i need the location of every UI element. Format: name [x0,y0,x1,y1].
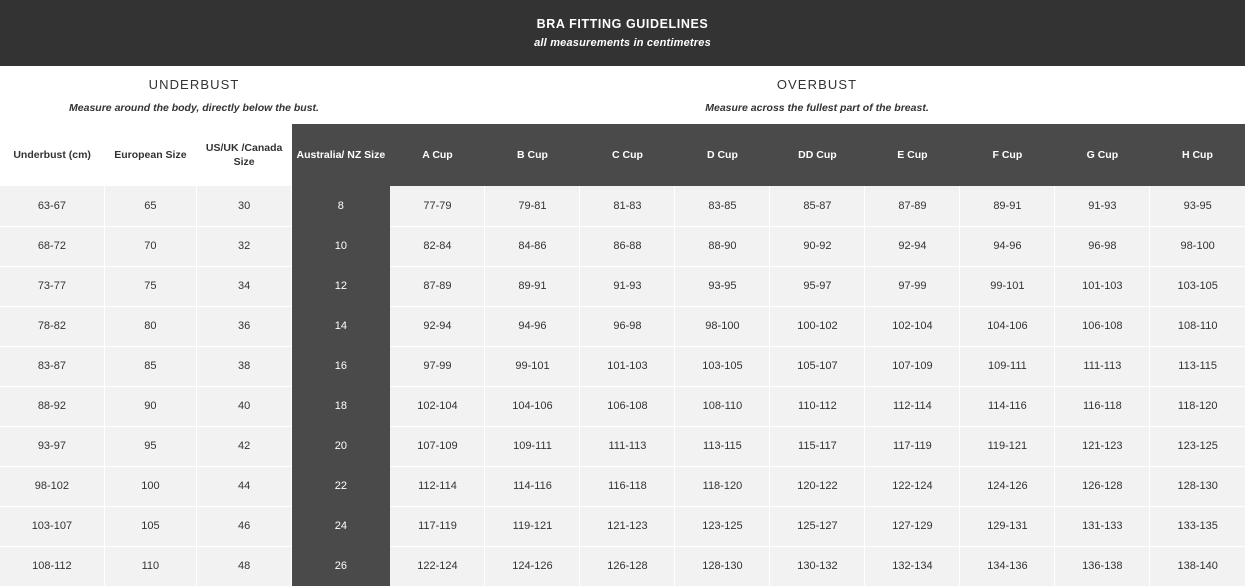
cell-dd-cup: 115-117 [770,426,865,466]
cell-australia-nz: 24 [292,506,390,546]
cell-e-cup: 87-89 [865,186,960,226]
cell-g-cup: 96-98 [1055,226,1150,266]
table-row [0,426,1245,466]
cell-e-cup: 132-134 [865,546,960,586]
cell-d-cup: 103-105 [675,346,770,386]
cell-h-cup: 128-130 [1150,466,1245,506]
cell-australia-nz: 20 [292,426,390,466]
cell-c-cup: 86-88 [580,226,675,266]
cell-european: 75 [104,266,196,306]
cell-h-cup: 108-110 [1150,306,1245,346]
cell-b-cup: 89-91 [485,266,580,306]
cell-g-cup: 111-113 [1055,346,1150,386]
cell-us-uk-canada: 42 [197,426,292,466]
column-header-d-cup: D Cup [675,124,770,186]
cell-b-cup: 124-126 [485,546,580,586]
cell-c-cup: 91-93 [580,266,675,306]
cell-g-cup: 136-138 [1055,546,1150,586]
underbust-section-heading [0,66,389,124]
cell-dd-cup: 95-97 [770,266,865,306]
cell-d-cup: 118-120 [675,466,770,506]
cell-c-cup: 111-113 [580,426,675,466]
cell-e-cup: 97-99 [865,266,960,306]
cell-f-cup: 94-96 [960,226,1055,266]
cell-us-uk-canada: 36 [197,306,292,346]
cell-dd-cup: 90-92 [770,226,865,266]
cell-b-cup: 119-121 [485,506,580,546]
column-header-f-cup: F Cup [960,124,1055,186]
cell-f-cup: 134-136 [960,546,1055,586]
cell-h-cup: 118-120 [1150,386,1245,426]
column-header-a-cup: A Cup [390,124,485,186]
table-row [0,266,1245,306]
cell-european: 95 [104,426,196,466]
cell-b-cup: 114-116 [485,466,580,506]
cell-dd-cup: 110-112 [770,386,865,426]
cell-dd-cup: 125-127 [770,506,865,546]
cell-a-cup: 97-99 [390,346,485,386]
cell-g-cup: 101-103 [1055,266,1150,306]
cell-f-cup: 99-101 [960,266,1055,306]
cell-f-cup: 124-126 [960,466,1055,506]
column-header-european: European Size [104,124,196,186]
column-header-dd-cup: DD Cup [770,124,865,186]
cell-australia-nz: 16 [292,346,390,386]
overbust-section-heading [389,66,1245,124]
table-row [0,186,1245,226]
cell-european: 110 [104,546,196,586]
cell-a-cup: 122-124 [390,546,485,586]
overbust-title: OVERBUST [776,76,858,92]
cell-us-uk-canada: 30 [197,186,292,226]
cell-underbust: 108-112 [0,546,104,586]
cell-b-cup: 104-106 [485,386,580,426]
cell-f-cup: 89-91 [960,186,1055,226]
cell-european: 70 [104,226,196,266]
table-row [0,466,1245,506]
cell-c-cup: 81-83 [580,186,675,226]
page-subtitle: all measurements in centimetres [534,37,711,49]
cell-underbust: 103-107 [0,506,104,546]
cell-dd-cup: 130-132 [770,546,865,586]
table-header-row [0,124,1245,186]
cell-g-cup: 131-133 [1055,506,1150,546]
cell-a-cup: 77-79 [390,186,485,226]
cell-us-uk-canada: 48 [197,546,292,586]
chart-header [0,0,1245,66]
column-header-b-cup: B Cup [485,124,580,186]
cell-dd-cup: 100-102 [770,306,865,346]
cell-e-cup: 107-109 [865,346,960,386]
cell-us-uk-canada: 40 [197,386,292,426]
cell-d-cup: 113-115 [675,426,770,466]
column-header-h-cup: H Cup [1150,124,1245,186]
cell-f-cup: 114-116 [960,386,1055,426]
cell-a-cup: 117-119 [390,506,485,546]
cell-h-cup: 103-105 [1150,266,1245,306]
cell-g-cup: 121-123 [1055,426,1150,466]
overbust-note: Measure across the fullest part of the breast. [705,101,929,114]
cell-h-cup: 98-100 [1150,226,1245,266]
cell-underbust: 88-92 [0,386,104,426]
cell-b-cup: 99-101 [485,346,580,386]
cell-us-uk-canada: 46 [197,506,292,546]
column-header-us-uk-canada: US/UK /Canada Size [197,124,292,186]
cell-b-cup: 109-111 [485,426,580,466]
cell-f-cup: 104-106 [960,306,1055,346]
cell-dd-cup: 85-87 [770,186,865,226]
cell-a-cup: 87-89 [390,266,485,306]
cell-d-cup: 88-90 [675,226,770,266]
column-header-australia-nz: Australia/ NZ Size [292,124,390,186]
cell-underbust: 93-97 [0,426,104,466]
cell-european: 85 [104,346,196,386]
cell-australia-nz: 14 [292,306,390,346]
cell-d-cup: 93-95 [675,266,770,306]
cell-d-cup: 128-130 [675,546,770,586]
cell-underbust: 63-67 [0,186,104,226]
cell-c-cup: 116-118 [580,466,675,506]
cell-a-cup: 112-114 [390,466,485,506]
cell-australia-nz: 12 [292,266,390,306]
cell-b-cup: 94-96 [485,306,580,346]
table-row [0,306,1245,346]
cell-a-cup: 92-94 [390,306,485,346]
cell-australia-nz: 22 [292,466,390,506]
cell-european: 65 [104,186,196,226]
cell-us-uk-canada: 38 [197,346,292,386]
underbust-title: UNDERBUST [148,76,240,92]
cell-e-cup: 117-119 [865,426,960,466]
cell-european: 90 [104,386,196,426]
cell-d-cup: 108-110 [675,386,770,426]
cell-d-cup: 83-85 [675,186,770,226]
cell-european: 105 [104,506,196,546]
cell-h-cup: 93-95 [1150,186,1245,226]
page-title: BRA FITTING GUIDELINES [536,17,709,31]
cell-h-cup: 123-125 [1150,426,1245,466]
cell-a-cup: 107-109 [390,426,485,466]
cell-underbust: 68-72 [0,226,104,266]
cell-c-cup: 121-123 [580,506,675,546]
cell-e-cup: 92-94 [865,226,960,266]
cell-e-cup: 112-114 [865,386,960,426]
cell-f-cup: 129-131 [960,506,1055,546]
cell-australia-nz: 8 [292,186,390,226]
underbust-note: Measure around the body, directly below the bust. [69,101,319,114]
table-row [0,506,1245,546]
column-header-g-cup: G Cup [1055,124,1150,186]
table-row [0,386,1245,426]
cell-g-cup: 126-128 [1055,466,1150,506]
cell-g-cup: 106-108 [1055,306,1150,346]
cell-f-cup: 109-111 [960,346,1055,386]
cell-d-cup: 123-125 [675,506,770,546]
cell-b-cup: 84-86 [485,226,580,266]
cell-underbust: 78-82 [0,306,104,346]
cell-us-uk-canada: 34 [197,266,292,306]
cell-c-cup: 96-98 [580,306,675,346]
column-header-underbust: Underbust (cm) [0,124,104,186]
cell-h-cup: 133-135 [1150,506,1245,546]
cell-f-cup: 119-121 [960,426,1055,466]
cell-e-cup: 102-104 [865,306,960,346]
cell-c-cup: 101-103 [580,346,675,386]
cell-h-cup: 138-140 [1150,546,1245,586]
cell-a-cup: 82-84 [390,226,485,266]
cell-d-cup: 98-100 [675,306,770,346]
cell-european: 80 [104,306,196,346]
cell-underbust: 83-87 [0,346,104,386]
column-header-c-cup: C Cup [580,124,675,186]
cell-australia-nz: 10 [292,226,390,266]
cell-b-cup: 79-81 [485,186,580,226]
cell-australia-nz: 18 [292,386,390,426]
column-header-e-cup: E Cup [865,124,960,186]
cell-a-cup: 102-104 [390,386,485,426]
cell-g-cup: 91-93 [1055,186,1150,226]
cell-c-cup: 126-128 [580,546,675,586]
cell-c-cup: 106-108 [580,386,675,426]
cell-h-cup: 113-115 [1150,346,1245,386]
size-table [0,124,1245,586]
cell-e-cup: 127-129 [865,506,960,546]
cell-european: 100 [104,466,196,506]
table-row [0,226,1245,266]
cell-e-cup: 122-124 [865,466,960,506]
cell-australia-nz: 26 [292,546,390,586]
table-row [0,346,1245,386]
table-row [0,546,1245,586]
cell-dd-cup: 120-122 [770,466,865,506]
table-body [0,186,1245,586]
cell-us-uk-canada: 32 [197,226,292,266]
cell-g-cup: 116-118 [1055,386,1150,426]
cell-dd-cup: 105-107 [770,346,865,386]
section-headings [0,66,1245,124]
cell-us-uk-canada: 44 [197,466,292,506]
cell-underbust: 73-77 [0,266,104,306]
cell-underbust: 98-102 [0,466,104,506]
